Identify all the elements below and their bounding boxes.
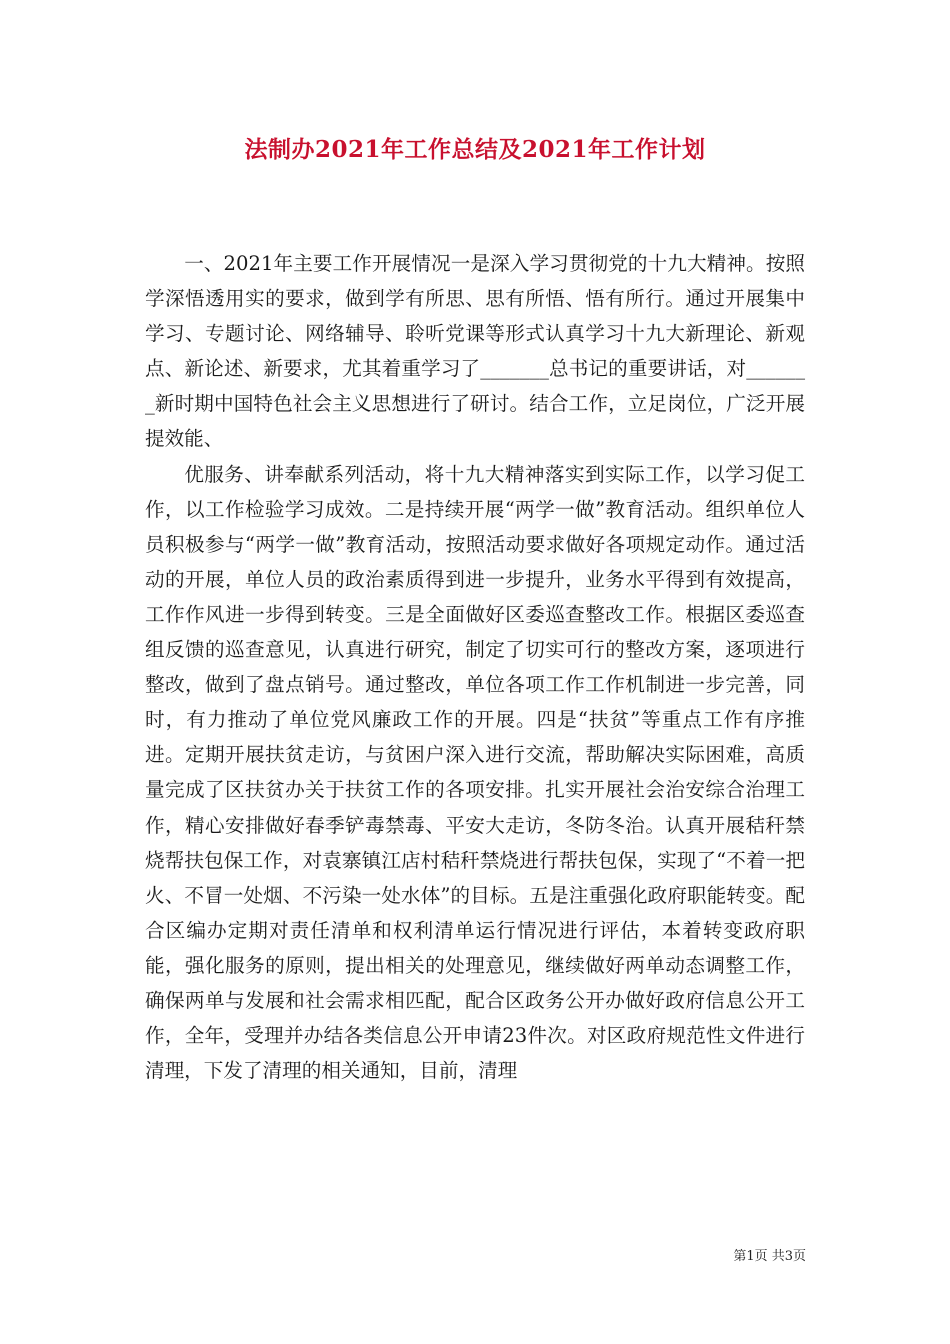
document-body: [145, 246, 805, 1088]
page-number: 第1页 共3页: [733, 1249, 806, 1264]
document-title: 法制办2021年工作总结及2021年工作计划: [244, 136, 706, 163]
paragraph-1: 一、2021年主要工作开展情况一是深入学习贯彻党的十九大精神。按照学深悟透用实的要求，做到学有所思、思有所悟、悟有所行。通过开展集中学习、专题讨论、网络辅导、聆听党课等形式认真学习十九大新理论、新观点、新论述、新要求，尤其着重学习了_______总书记的重要讲话，对_______新时期中国特色社会主义思想进行了研讨。结合工作，立足岗位，广泛开展提效能、: [145, 252, 805, 451]
paragraph-2: 优服务、讲奉献系列活动，将十九大精神落实到实际工作，以学习促工作，以工作检验学习成效。二是持续开展“两学一做”教育活动。组织单位人员积极参与“两学一做”教育活动，按照活动要求做好各项规定动作。通过活动的开展，单位人员的政治素质得到进一步提升，业务水平得到有效提高，工作作风进一步得到转变。三是全面做好区委巡查整改工作。根据区委巡查组反馈的巡查意见，认真进行研究，制定了切实可行的整改方案，逐项进行整改，做到了盘点销号。通过整改，单位各项工作工作机制进一步完善，同时，有力推动了单位党风廉政工作的开展。四是“扶贫”等重点工作有序推进。定期开展扶贫走访，与贫困户深入进行交流，帮助解决实际困难，高质量完成了区扶贫办关于扶贫工作的各项安排。扎实开展社会治安综合治理工作，精心安排做好春季铲毒禁毒、平安大走访，冬防冬治。认真开展秸秆禁烧帮扶包保工作，对袁寨镇江店村秸秆禁烧进行帮扶包保，实现了“不着一把火、不冒一处烟、不污染一处水体”的目标。五是注重强化政府职能转变。配合区编办定期对责任清单和权利清单运行情况进行评估，本着转变政府职能，强化服务的原则，提出相关的处理意见，继续做好两单动态调整工作，确保两单与发展和社会需求相匹配，配合区政务公开办做好政府信息公开工作，全年，受理并办结各类信息公开申请23件次。对区政府规范性文件进行清理，下发了清理的相关通知，目前，清理: [145, 462, 805, 1083]
